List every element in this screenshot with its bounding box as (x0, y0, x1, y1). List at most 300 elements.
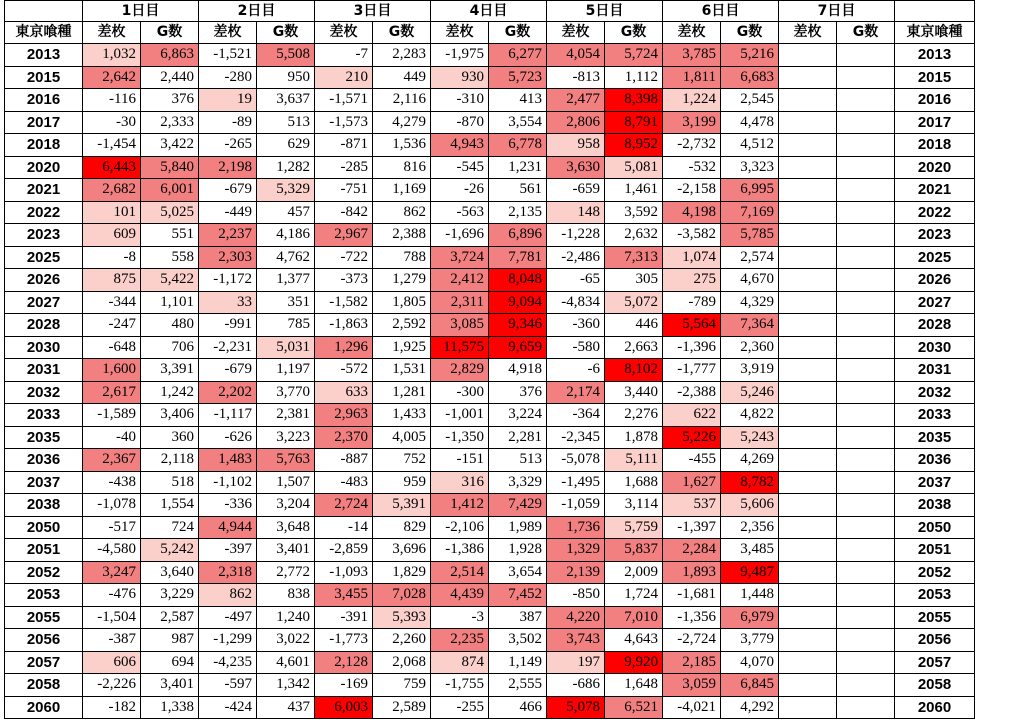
diff-cell: -545 (431, 156, 489, 179)
machine-number-right: 2056 (895, 629, 975, 652)
games-cell: 1,461 (605, 179, 663, 202)
diff-cell: 19 (199, 89, 257, 112)
games-cell: 466 (489, 696, 547, 719)
games-cell: 1,149 (489, 651, 547, 674)
diff-cell: -300 (431, 381, 489, 404)
diff-cell: 3,455 (315, 584, 373, 607)
diff-cell: -2,226 (83, 674, 141, 697)
games-cell (837, 291, 895, 314)
table-row (5, 629, 975, 652)
diff-cell: -397 (199, 539, 257, 562)
diff-cell: -265 (199, 134, 257, 157)
diff-cell: -65 (547, 269, 605, 292)
games-cell: 518 (141, 471, 199, 494)
diff-cell (779, 584, 837, 607)
games-cell: 694 (141, 651, 199, 674)
games-cell: 1,829 (373, 561, 431, 584)
games-header-day-4: G数 (489, 22, 547, 44)
diff-cell: 1,893 (663, 561, 721, 584)
diff-cell (779, 426, 837, 449)
games-cell: 816 (373, 156, 431, 179)
games-cell: 1,536 (373, 134, 431, 157)
games-cell: 2,068 (373, 651, 431, 674)
games-cell: 437 (257, 696, 315, 719)
table-row (5, 291, 975, 314)
games-cell (837, 336, 895, 359)
diff-cell: 2,311 (431, 291, 489, 314)
column-header-row (5, 22, 975, 44)
diff-cell: -679 (199, 359, 257, 382)
games-cell: 1,197 (257, 359, 315, 382)
diff-cell: -30 (83, 111, 141, 134)
diff-cell (779, 201, 837, 224)
diff-cell: -686 (547, 674, 605, 697)
table-row (5, 179, 975, 202)
games-cell: 2,589 (373, 696, 431, 719)
games-cell: 706 (141, 336, 199, 359)
games-cell: 6,277 (489, 44, 547, 67)
diff-cell (779, 651, 837, 674)
games-cell (837, 224, 895, 247)
games-cell: 8,398 (605, 89, 663, 112)
machine-number-right: 2030 (895, 336, 975, 359)
diff-cell: 874 (431, 651, 489, 674)
games-cell: 351 (257, 291, 315, 314)
games-cell: 376 (489, 381, 547, 404)
games-cell: 7,028 (373, 584, 431, 607)
games-cell: 1,338 (141, 696, 199, 719)
games-cell: 2,663 (605, 336, 663, 359)
machine-number: 2036 (5, 449, 83, 472)
diff-cell (779, 246, 837, 269)
diff-cell: 3,199 (663, 111, 721, 134)
games-cell: 2,545 (721, 89, 779, 112)
day-header-7: 7日目 (779, 1, 895, 22)
games-cell: 7,429 (489, 494, 547, 517)
games-cell: 6,778 (489, 134, 547, 157)
games-cell: 6,995 (721, 179, 779, 202)
diff-cell: -532 (663, 156, 721, 179)
games-cell: 2,592 (373, 314, 431, 337)
diff-cell: 2,318 (199, 561, 257, 584)
games-cell: 3,391 (141, 359, 199, 382)
table-row (5, 561, 975, 584)
games-cell: 7,781 (489, 246, 547, 269)
diff-cell: 622 (663, 404, 721, 427)
games-cell: 376 (141, 89, 199, 112)
games-cell: 3,648 (257, 516, 315, 539)
diff-cell: 1,296 (315, 336, 373, 359)
games-cell: 1,231 (489, 156, 547, 179)
diff-cell: 2,412 (431, 269, 489, 292)
diff-cell: 5,564 (663, 314, 721, 337)
diff-cell: -116 (83, 89, 141, 112)
games-cell: 5,081 (605, 156, 663, 179)
table-row (5, 606, 975, 629)
games-cell: 1,724 (605, 584, 663, 607)
games-cell: 6,521 (605, 696, 663, 719)
games-cell: 5,606 (721, 494, 779, 517)
games-cell: 3,224 (489, 404, 547, 427)
games-cell: 2,440 (141, 66, 199, 89)
machine-number-right: 2015 (895, 66, 975, 89)
games-cell: 360 (141, 426, 199, 449)
diff-cell: -1,573 (315, 111, 373, 134)
games-cell: 387 (489, 606, 547, 629)
machine-number: 2053 (5, 584, 83, 607)
diff-cell: 2,174 (547, 381, 605, 404)
diff-cell: 2,237 (199, 224, 257, 247)
results-table (4, 0, 975, 719)
games-cell: 959 (373, 471, 431, 494)
diff-cell: 1,736 (547, 516, 605, 539)
diff-cell (779, 66, 837, 89)
machine-number-right: 2050 (895, 516, 975, 539)
games-cell (837, 561, 895, 584)
table-row (5, 584, 975, 607)
games-cell: 2,283 (373, 44, 431, 67)
diff-cell: -336 (199, 494, 257, 517)
diff-cell: -1,386 (431, 539, 489, 562)
day-header-1: 1日目 (83, 1, 199, 22)
games-header-day-2: G数 (257, 22, 315, 44)
diff-cell (779, 539, 837, 562)
games-cell: 457 (257, 201, 315, 224)
games-cell (837, 314, 895, 337)
diff-cell: -387 (83, 629, 141, 652)
diff-cell: 2,724 (315, 494, 373, 517)
diff-cell: -14 (315, 516, 373, 539)
machine-number: 2025 (5, 246, 83, 269)
table-row (5, 269, 975, 292)
diff-cell: 5,226 (663, 426, 721, 449)
diff-cell: -2,106 (431, 516, 489, 539)
diff-cell: 930 (431, 66, 489, 89)
games-cell: 8,791 (605, 111, 663, 134)
diff-cell: 2,185 (663, 651, 721, 674)
diff-cell: -1,102 (199, 471, 257, 494)
games-cell: 3,919 (721, 359, 779, 382)
diff-cell: 4,054 (547, 44, 605, 67)
machine-column-header: 東京喰種 (5, 22, 83, 44)
diff-cell: 633 (315, 381, 373, 404)
games-cell: 9,346 (489, 314, 547, 337)
diff-cell (779, 269, 837, 292)
machine-number-right: 2036 (895, 449, 975, 472)
diff-cell (779, 449, 837, 472)
diff-cell (779, 314, 837, 337)
diff-cell: -517 (83, 516, 141, 539)
machine-number-right: 2032 (895, 381, 975, 404)
diff-cell: -1,001 (431, 404, 489, 427)
games-cell: 987 (141, 629, 199, 652)
table-row (5, 246, 975, 269)
machine-number: 2027 (5, 291, 83, 314)
games-cell: 5,111 (605, 449, 663, 472)
diff-cell: 609 (83, 224, 141, 247)
games-cell: 5,759 (605, 516, 663, 539)
games-cell: 6,683 (721, 66, 779, 89)
diff-cell: -1,117 (199, 404, 257, 427)
day-header-3: 3日目 (315, 1, 431, 22)
games-cell (837, 696, 895, 719)
games-cell: 5,216 (721, 44, 779, 67)
machine-number-right: 2016 (895, 89, 975, 112)
games-cell: 1,925 (373, 336, 431, 359)
games-cell (837, 674, 895, 697)
games-cell (837, 269, 895, 292)
games-cell: 5,072 (605, 291, 663, 314)
machine-number: 2033 (5, 404, 83, 427)
diff-cell: 148 (547, 201, 605, 224)
diff-cell: 2,303 (199, 246, 257, 269)
diff-cell: 4,943 (431, 134, 489, 157)
games-cell: 3,592 (605, 201, 663, 224)
diff-cell (779, 629, 837, 652)
games-cell: 513 (257, 111, 315, 134)
table-row (5, 89, 975, 112)
diff-cell: 3,743 (547, 629, 605, 652)
diff-cell: 1,412 (431, 494, 489, 517)
diff-cell: -497 (199, 606, 257, 629)
games-cell: 2,555 (489, 674, 547, 697)
diff-cell: 2,806 (547, 111, 605, 134)
diff-cell: -280 (199, 66, 257, 89)
machine-number: 2052 (5, 561, 83, 584)
machine-number-right: 2025 (895, 246, 975, 269)
games-cell (837, 449, 895, 472)
diff-cell: -1,504 (83, 606, 141, 629)
diff-cell: 1,329 (547, 539, 605, 562)
diff-cell: -169 (315, 674, 373, 697)
diff-cell: -364 (547, 404, 605, 427)
games-cell: 1,554 (141, 494, 199, 517)
games-cell: 4,512 (721, 134, 779, 157)
day-header-2: 2日目 (199, 1, 315, 22)
games-cell: 5,837 (605, 539, 663, 562)
games-cell (837, 539, 895, 562)
diff-cell: -2,158 (663, 179, 721, 202)
games-cell: 9,487 (721, 561, 779, 584)
games-cell: 5,724 (605, 44, 663, 67)
diff-cell: -870 (431, 111, 489, 134)
games-header-day-1: G数 (141, 22, 199, 44)
games-cell: 752 (373, 449, 431, 472)
machine-number: 2056 (5, 629, 83, 652)
diff-cell: -1,350 (431, 426, 489, 449)
games-cell: 5,422 (141, 269, 199, 292)
games-cell: 3,696 (373, 539, 431, 562)
games-cell: 6,001 (141, 179, 199, 202)
diff-cell: -659 (547, 179, 605, 202)
machine-number-right: 2037 (895, 471, 975, 494)
games-cell: 2,260 (373, 629, 431, 652)
diff-cell: -4,021 (663, 696, 721, 719)
games-cell: 1,805 (373, 291, 431, 314)
games-cell: 9,094 (489, 291, 547, 314)
games-cell: 4,279 (373, 111, 431, 134)
table-row (5, 404, 975, 427)
table-row (5, 134, 975, 157)
machine-number-right: 2051 (895, 539, 975, 562)
diff-cell: -391 (315, 606, 373, 629)
diff-cell: -4,834 (547, 291, 605, 314)
diff-cell: -2,732 (663, 134, 721, 157)
machine-number: 2026 (5, 269, 83, 292)
diff-header-day-1: 差枚 (83, 22, 141, 44)
machine-number: 2028 (5, 314, 83, 337)
machine-number-right: 2033 (895, 404, 975, 427)
table-row (5, 696, 975, 719)
games-cell (837, 201, 895, 224)
games-cell: 3,554 (489, 111, 547, 134)
diff-cell (779, 156, 837, 179)
machine-number: 2015 (5, 66, 83, 89)
day-header-5: 5日目 (547, 1, 663, 22)
diff-cell: -1,863 (315, 314, 373, 337)
diff-cell: 2,514 (431, 561, 489, 584)
diff-cell (779, 134, 837, 157)
header-blank-cell (895, 1, 975, 22)
games-cell: 1,282 (257, 156, 315, 179)
diff-cell: -476 (83, 584, 141, 607)
diff-header-day-3: 差枚 (315, 22, 373, 44)
games-cell: 3,401 (257, 539, 315, 562)
games-cell: 2,772 (257, 561, 315, 584)
games-cell: 558 (141, 246, 199, 269)
diff-cell: -1,454 (83, 134, 141, 157)
games-cell (837, 246, 895, 269)
diff-cell: -6 (547, 359, 605, 382)
diff-cell: -40 (83, 426, 141, 449)
diff-cell: -8 (83, 246, 141, 269)
diff-cell: -1,696 (431, 224, 489, 247)
diff-cell: -1,975 (431, 44, 489, 67)
diff-cell (779, 291, 837, 314)
diff-cell (779, 471, 837, 494)
diff-cell (779, 224, 837, 247)
diff-header-day-7: 差枚 (779, 22, 837, 44)
machine-number: 2057 (5, 651, 83, 674)
games-cell: 4,292 (721, 696, 779, 719)
games-cell: 8,048 (489, 269, 547, 292)
table-row (5, 494, 975, 517)
diff-cell: -871 (315, 134, 373, 157)
diff-cell: 5,078 (547, 696, 605, 719)
games-cell: 9,920 (605, 651, 663, 674)
diff-cell: -563 (431, 201, 489, 224)
diff-cell: -842 (315, 201, 373, 224)
games-cell: 3,323 (721, 156, 779, 179)
machine-number: 2017 (5, 111, 83, 134)
diff-cell: -1,059 (547, 494, 605, 517)
games-cell: 4,269 (721, 449, 779, 472)
games-cell: 3,440 (605, 381, 663, 404)
games-cell: 6,896 (489, 224, 547, 247)
games-cell (837, 471, 895, 494)
diff-cell: -1,777 (663, 359, 721, 382)
diff-cell: 2,235 (431, 629, 489, 652)
games-cell: 3,637 (257, 89, 315, 112)
diff-cell: 1,600 (83, 359, 141, 382)
table-row (5, 426, 975, 449)
games-cell: 829 (373, 516, 431, 539)
games-cell: 5,329 (257, 179, 315, 202)
diff-cell: -722 (315, 246, 373, 269)
games-cell: 3,114 (605, 494, 663, 517)
diff-cell: -1,755 (431, 674, 489, 697)
machine-number: 2055 (5, 606, 83, 629)
diff-cell: -255 (431, 696, 489, 719)
games-cell (837, 66, 895, 89)
games-cell: 7,364 (721, 314, 779, 337)
games-cell: 8,102 (605, 359, 663, 382)
games-cell: 3,779 (721, 629, 779, 652)
games-cell: 3,204 (257, 494, 315, 517)
games-cell (837, 44, 895, 67)
games-cell (837, 651, 895, 674)
games-cell: 1,101 (141, 291, 199, 314)
games-cell: 2,118 (141, 449, 199, 472)
diff-cell: -1,093 (315, 561, 373, 584)
games-cell: 7,313 (605, 246, 663, 269)
diff-cell: -4,235 (199, 651, 257, 674)
games-cell: 2,356 (721, 516, 779, 539)
diff-cell: -5,078 (547, 449, 605, 472)
machine-number: 2050 (5, 516, 83, 539)
diff-header-day-4: 差枚 (431, 22, 489, 44)
games-cell: 2,276 (605, 404, 663, 427)
diff-cell: -1,356 (663, 606, 721, 629)
games-cell: 1,989 (489, 516, 547, 539)
games-cell: 2,116 (373, 89, 431, 112)
diff-cell (779, 494, 837, 517)
games-header-day-5: G数 (605, 22, 663, 44)
games-cell: 2,632 (605, 224, 663, 247)
diff-cell: -572 (315, 359, 373, 382)
diff-cell: -789 (663, 291, 721, 314)
diff-cell: 2,642 (83, 66, 141, 89)
diff-cell: -850 (547, 584, 605, 607)
day-header-6: 6日目 (663, 1, 779, 22)
games-cell: 4,478 (721, 111, 779, 134)
table-row (5, 449, 975, 472)
games-cell: 1,377 (257, 269, 315, 292)
games-header-day-6: G数 (721, 22, 779, 44)
games-cell: 1,878 (605, 426, 663, 449)
games-cell: 5,840 (141, 156, 199, 179)
diff-cell: 2,370 (315, 426, 373, 449)
machine-number-right: 2027 (895, 291, 975, 314)
games-cell: 724 (141, 516, 199, 539)
diff-cell (779, 404, 837, 427)
diff-cell: 2,477 (547, 89, 605, 112)
games-cell: 3,640 (141, 561, 199, 584)
machine-number-right: 2013 (895, 44, 975, 67)
diff-cell: -373 (315, 269, 373, 292)
games-cell: 7,010 (605, 606, 663, 629)
diff-cell: -2,231 (199, 336, 257, 359)
games-cell: 5,393 (373, 606, 431, 629)
diff-cell: 958 (547, 134, 605, 157)
games-cell (837, 111, 895, 134)
games-cell: 4,186 (257, 224, 315, 247)
machine-number: 2013 (5, 44, 83, 67)
diff-cell (779, 561, 837, 584)
diff-cell: -7 (315, 44, 373, 67)
games-cell: 5,246 (721, 381, 779, 404)
games-cell: 838 (257, 584, 315, 607)
